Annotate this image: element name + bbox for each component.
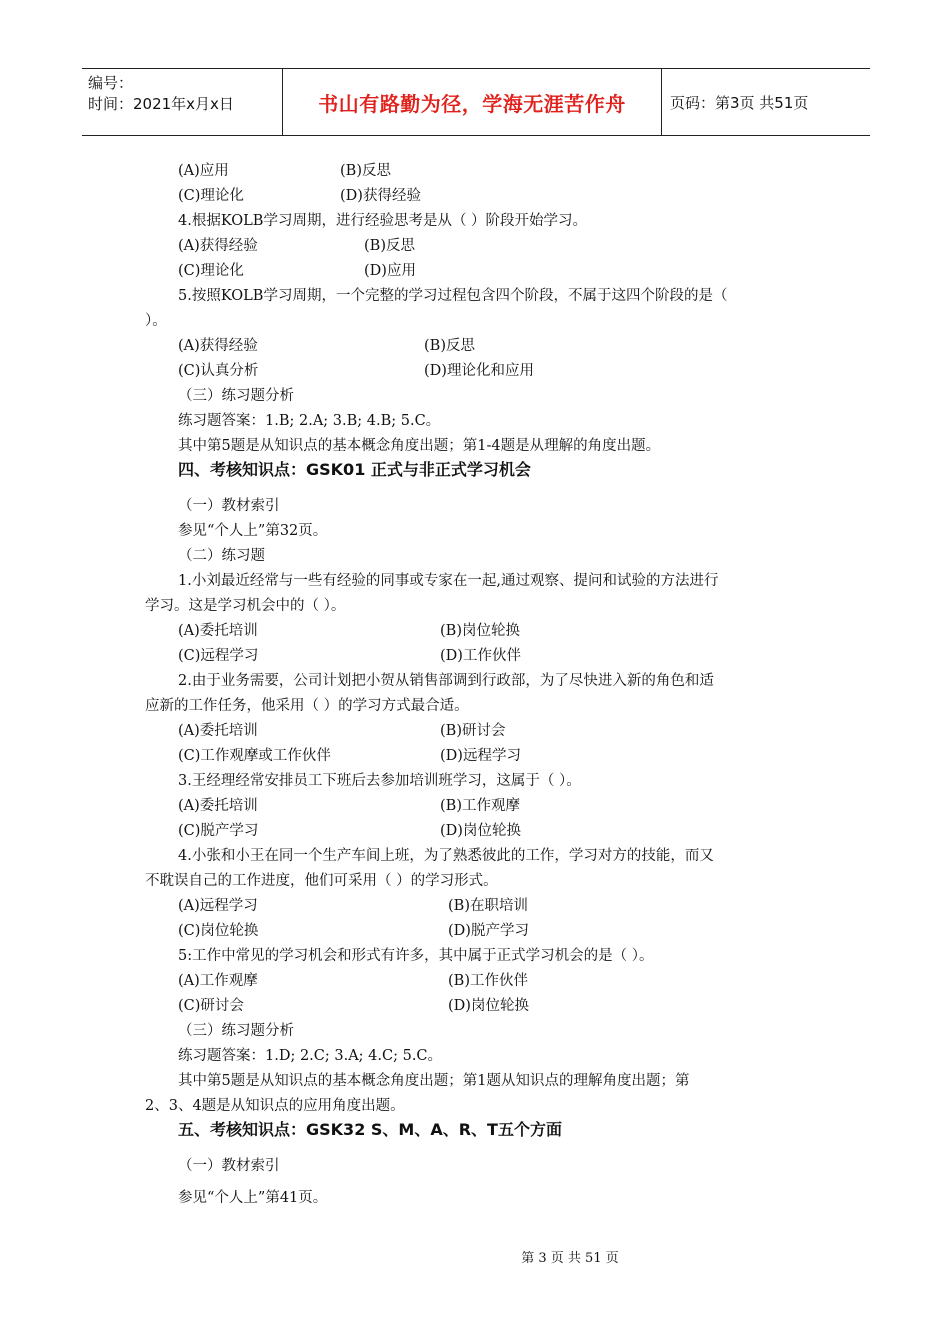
analysis: 其中第5题是从知识点的基本概念角度出题；第1题从知识点的理解角度出题；第 (178, 1073, 690, 1089)
subsection-analysis: （三）练习题分析 (178, 388, 294, 404)
option-c: (C)认真分析 (178, 363, 259, 379)
question-5: 5.按照KOLB学习周期，一个完整的学习过程包含四个阶段，不属于这四个阶段的是（ (178, 288, 728, 304)
option-b: (B)岗位轮换 (440, 623, 520, 639)
option-a: (A)委托培训 (178, 798, 258, 814)
subsection-index: （一）教材索引 (178, 498, 280, 514)
time-label: 时间：2021年x月x日 (88, 95, 234, 113)
option-c: (C)理论化 (178, 263, 244, 279)
section-heading-4: 四、考核知识点：GSK01 正式与非正式学习机会 (178, 460, 531, 479)
question-3: 3.王经理经常安排员工下班后去参加培训班学习，这属于（ ）。 (178, 773, 581, 789)
question-5: 5:工作中常见的学习机会和形式有许多，其中属于正式学习机会的是（ ）。 (178, 948, 654, 964)
number-label: 编号： (88, 74, 134, 92)
question-1: 1.小刘最近经常与一些有经验的同事或专家在一起,通过观察、提问和试验的方法进行 (178, 573, 719, 589)
header-left-cell (82, 69, 282, 135)
option-c: (C)远程学习 (178, 648, 259, 664)
reference: 参见“个人上”第32页。 (178, 523, 328, 539)
option-c: (C)研讨会 (178, 998, 244, 1014)
reference: 参见“个人上”第41页。 (178, 1190, 328, 1206)
option-b: (B)反思 (364, 238, 415, 254)
option-b: (B)工作伙伴 (448, 973, 528, 989)
question-4: 4.根据KOLB学习周期，进行经验思考是从（ ）阶段开始学习。 (178, 213, 588, 229)
option-d: (D)理论化和应用 (424, 363, 534, 379)
option-a: (A)应用 (178, 163, 229, 179)
question-2: 2.由于业务需要，公司计划把小贺从销售部调到行政部，为了尽快进入新的角色和适 (178, 673, 714, 689)
option-b: (B)工作观摩 (440, 798, 520, 814)
option-b: (B)反思 (424, 338, 475, 354)
page-footer (0, 1247, 950, 1266)
analysis-cont: 2、3、4题是从知识点的应用角度出题。 (145, 1098, 405, 1114)
page-label: 页码：第3页 共51页 (670, 93, 809, 112)
question-5-cont: ）。 (145, 313, 167, 329)
option-d: (D)远程学习 (440, 748, 521, 764)
option-b: (B)研讨会 (440, 723, 506, 739)
question-2-cont: 应新的工作任务，他采用（ ）的学习方式最合适。 (145, 698, 469, 714)
option-a: (A)远程学习 (178, 898, 258, 914)
option-a: (A)委托培训 (178, 623, 258, 639)
option-a: (A)获得经验 (178, 238, 258, 254)
option-b: (B)在职培训 (448, 898, 528, 914)
option-d: (D)获得经验 (340, 188, 421, 204)
option-d: (D)工作伙伴 (440, 648, 521, 664)
page-header (82, 68, 870, 136)
subsection-analysis: （三）练习题分析 (178, 1023, 294, 1039)
answers: 练习题答案：1.B; 2.A; 3.B; 4.B; 5.C。 (178, 413, 441, 429)
option-d: (D)应用 (364, 263, 416, 279)
question-4-cont: 不耽误自己的工作进度，他们可采用（ ）的学习形式。 (145, 873, 498, 889)
subsection-exercises: （二）练习题 (178, 548, 265, 564)
footer-page-number: 第 3 页 共 51 页 (521, 1251, 619, 1266)
analysis: 其中第5题是从知识点的基本概念角度出题；第1-4题是从理解的角度出题。 (178, 438, 661, 454)
header-motto-cell (282, 69, 662, 135)
subsection-index: （一）教材索引 (178, 1158, 280, 1174)
section-heading-5: 五、考核知识点：GSK32 S、M、A、R、T五个方面 (178, 1120, 562, 1139)
option-c: (C)工作观摩或工作伙伴 (178, 748, 331, 764)
question-4: 4.小张和小王在同一个生产车间上班，为了熟悉彼此的工作，学习对方的技能，而又 (178, 848, 714, 864)
option-a: (A)委托培训 (178, 723, 258, 739)
header-page-cell (662, 69, 870, 135)
option-d: (D)脱产学习 (448, 923, 529, 939)
motto: 书山有路勤为径，学海无涯苦作舟 (318, 91, 626, 116)
option-a: (A)获得经验 (178, 338, 258, 354)
option-d: (D)岗位轮换 (440, 823, 521, 839)
option-c: (C)岗位轮换 (178, 923, 259, 939)
option-c: (C)理论化 (178, 188, 244, 204)
question-1-cont: 学习。这是学习机会中的（ ）。 (145, 598, 346, 614)
option-a: (A)工作观摩 (178, 973, 258, 989)
option-c: (C)脱产学习 (178, 823, 259, 839)
answers: 练习题答案：1.D; 2.C; 3.A; 4.C; 5.C。 (178, 1048, 443, 1064)
option-d: (D)岗位轮换 (448, 998, 529, 1014)
option-b: (B)反思 (340, 163, 391, 179)
